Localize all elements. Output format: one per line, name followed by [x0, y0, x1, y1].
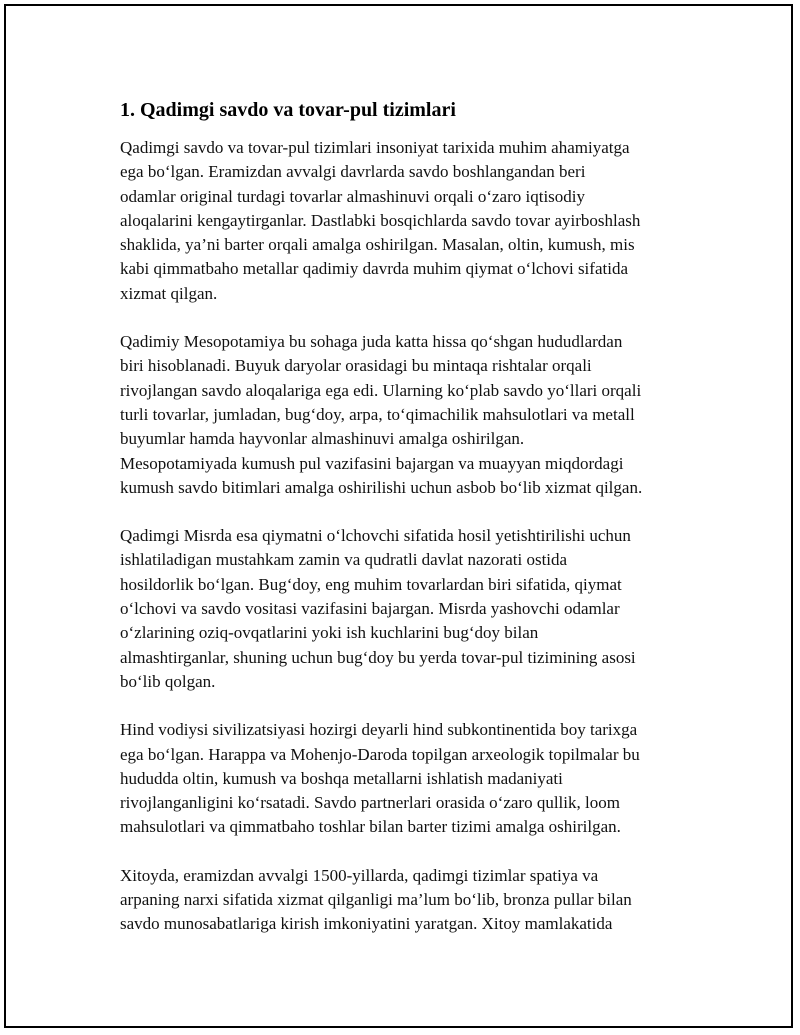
- paragraph-line: bo‘lib qolgan.: [120, 671, 216, 691]
- paragraph-line: o‘lchovi va savdo vositasi vazifasini bajargan. Misrda yashovchi odamlar: [120, 599, 620, 619]
- paragraph-china: [120, 864, 700, 937]
- paragraph-line: Qadimgi Misrda esa qiymatni o‘lchovchi sifatida hosil yetishtirilishi uchun: [120, 526, 631, 546]
- paragraph-line: Qadimiy Mesopotamiya bu sohaga juda katta hissa qo‘shgan hududlardan: [120, 332, 623, 352]
- paragraph-line: rivojlanganligini ko‘rsatadi. Savdo partnerlari orasida o‘zaro qullik, loom: [120, 793, 620, 813]
- paragraph-line: Hind vodiysi sivilizatsiyasi hozirgi deyarli hind subkontinentida boy tarixga: [120, 720, 638, 740]
- paragraph-line: ishlatiladigan mustahkam zamin va qudratli davlat nazorati ostida: [120, 550, 568, 570]
- paragraph-line: rivojlangan savdo aloqalariga ega edi. Ularning ko‘plab savdo yo‘llari orqali: [120, 380, 642, 400]
- paragraph-indus-valley: [120, 718, 700, 839]
- paragraph-line: odamlar original turdagi tovarlar almashinuvi orqali o‘zaro iqtisodiy: [120, 186, 586, 206]
- paragraph-mesopotamia: [120, 330, 700, 500]
- paragraph-line: Xitoyda, eramizdan avvalgi 1500-yillarda, qadimgi tizimlar spatiya va: [120, 865, 599, 885]
- paragraph-line: almashtirganlar, shuning uchun bug‘doy bu yerda tovar-pul tizimining asosi: [120, 647, 636, 667]
- paragraph-line: savdo munosabatlariga kirish imkoniyatini yaratgan. Xitoy mamlakatida: [120, 914, 613, 934]
- paragraph-line: biri hisoblanadi. Buyuk daryolar orasidagi bu mintaqa rishtalar orqali: [120, 356, 592, 376]
- document-body: [120, 98, 700, 961]
- paragraph-line: kabi qimmatbaho metallar qadimiy davrda muhim qiymat o‘lchovi sifatida: [120, 259, 628, 279]
- paragraph-line: turli tovarlar, jumladan, bug‘doy, arpa, to‘qimachilik mahsulotlari va metall: [120, 404, 635, 424]
- paragraph-line: shaklida, ya’ni barter orqali amalga oshirilgan. Masalan, oltin, kumush, mis: [120, 235, 635, 255]
- paragraph-line: kumush savdo bitimlari amalga oshirilishi uchun asbob bo‘lib xizmat qilgan.: [120, 477, 643, 497]
- paragraph-line: hosildorlik bo‘lgan. Bug‘doy, eng muhim tovarlardan biri sifatida, qiymat: [120, 574, 622, 594]
- paragraph-egypt: [120, 524, 700, 694]
- paragraph-line: aloqalarini kengaytirganlar. Dastlabki bosqichlarda savdo tovar ayirboshlash: [120, 210, 641, 230]
- section-heading: 1. Qadimgi savdo va tovar-pul tizimlari: [120, 99, 456, 121]
- paragraph-line: buyumlar hamda hayvonlar almashinuvi amalga oshirilgan.: [120, 429, 525, 449]
- paragraph-line: Mesopotamiyada kumush pul vazifasini bajargan va muayyan miqdordagi: [120, 453, 624, 473]
- paragraph-line: ega bo‘lgan. Harappa va Mohenjo-Daroda topilgan arxeologik topilmalar bu: [120, 744, 640, 764]
- paragraph-line: o‘zlarining oziq-ovqatlarini yoki ish kuchlarini bug‘doy bilan: [120, 623, 539, 643]
- paragraph-trade-overview: [120, 136, 700, 306]
- paragraph-line: xizmat qilgan.: [120, 283, 218, 303]
- paragraph-line: ega bo‘lgan. Eramizdan avvalgi davrlarda savdo boshlangandan beri: [120, 162, 586, 182]
- paragraph-line: hududda oltin, kumush va boshqa metallarni ishlatish madaniyati: [120, 768, 563, 788]
- paragraph-line: mahsulotlari va qimmatbaho toshlar bilan barter tizimi amalga oshirilgan.: [120, 817, 621, 837]
- paragraph-line: arpaning narxi sifatida xizmat qilganligi ma’lum bo‘lib, bronza pullar bilan: [120, 890, 632, 910]
- page-frame: [4, 4, 793, 1028]
- paragraph-line: Qadimgi savdo va tovar-pul tizimlari insoniyat tarixida muhim ahamiyatga: [120, 138, 630, 157]
